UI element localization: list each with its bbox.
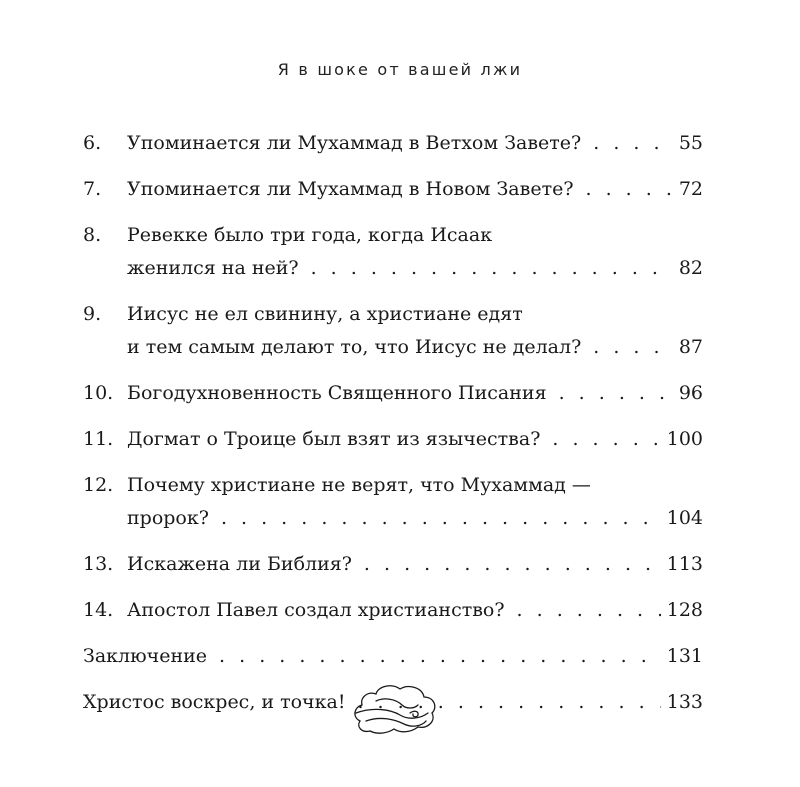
toc-entry-title: Искажена ли Библия? [127, 553, 352, 575]
dot-leader [219, 640, 661, 673]
toc-page-number: 72 [678, 178, 703, 200]
dot-leader [517, 594, 661, 627]
toc-entry-10[interactable] [83, 377, 703, 410]
toc-entry-title-continued: пророк? [127, 507, 209, 529]
toc-page-number: 87 [678, 336, 703, 358]
toc-entry-title: Ревекке было три года, когда Исаак [127, 224, 493, 246]
toc-entry-number: 6. [83, 132, 102, 154]
toc-entry-number: 8. [83, 224, 102, 246]
toc-entry-9[interactable] [83, 298, 703, 364]
toc-page-number: 96 [678, 382, 703, 404]
toc-entry-title: Иисус не ел свинину, а христиане едят [127, 303, 523, 325]
toc-entry-title: Заключение [83, 645, 208, 667]
toc-entry-14[interactable] [83, 594, 703, 627]
toc-entry-11[interactable] [83, 423, 703, 456]
toc-page-number: 131 [666, 645, 703, 667]
cloud-flourish-icon [348, 683, 440, 741]
running-title: Я в шоке от вашей лжи [277, 60, 523, 79]
toc-entry-number: 14. [83, 599, 114, 621]
toc-page-number: 113 [666, 553, 703, 575]
toc-entry-title: Христос воскрес, и точка! [83, 691, 346, 713]
dot-leader [552, 423, 660, 456]
toc-entry-title: Упоминается ли Мухаммад в Ветхом Завете? [127, 132, 582, 154]
toc-entry-8[interactable] [83, 219, 703, 285]
toc-page-number: 128 [666, 599, 703, 621]
toc-page-number: 82 [678, 257, 703, 279]
dot-leader [586, 173, 673, 206]
toc-entry-number: 10. [83, 382, 114, 404]
toc-page-number: 100 [666, 428, 703, 450]
toc-entry-number: 13. [83, 553, 114, 575]
toc-entry-title: Упоминается ли Мухаммад в Новом Завете? [127, 178, 574, 200]
toc-page-number: 55 [678, 132, 703, 154]
toc-entry-title-continued: и тем самым делают то, что Иисус не делал? [127, 336, 582, 358]
dot-leader [559, 377, 673, 410]
dot-leader [221, 502, 661, 535]
toc-entry-title: Апостол Павел создал христианство? [127, 599, 505, 621]
toc-entry-conclusion[interactable] [83, 640, 703, 673]
toc-entry-title: Богодухновенность Священного Писания [127, 382, 547, 404]
dot-leader [364, 548, 661, 581]
toc-page-number: 104 [666, 507, 703, 529]
toc-entry-number: 11. [83, 428, 114, 450]
table-of-contents [83, 127, 703, 732]
dot-leader [593, 127, 673, 160]
toc-entry-number: 9. [83, 303, 102, 325]
toc-entry-number: 12. [83, 474, 114, 496]
dot-leader [311, 252, 673, 285]
toc-entry-6[interactable] [83, 127, 703, 160]
dot-leader [593, 331, 673, 364]
toc-entry-number: 7. [83, 178, 102, 200]
toc-entry-13[interactable] [83, 548, 703, 581]
toc-entry-title: Догмат о Троице был взят из язычества? [127, 428, 541, 450]
toc-entry-title-continued: женился на ней? [127, 257, 299, 279]
toc-entry-7[interactable] [83, 173, 703, 206]
toc-page-number: 133 [666, 691, 703, 713]
toc-entry-12[interactable] [83, 469, 703, 535]
toc-entry-title: Почему христиане не верят, что Мухаммад — [127, 474, 591, 496]
